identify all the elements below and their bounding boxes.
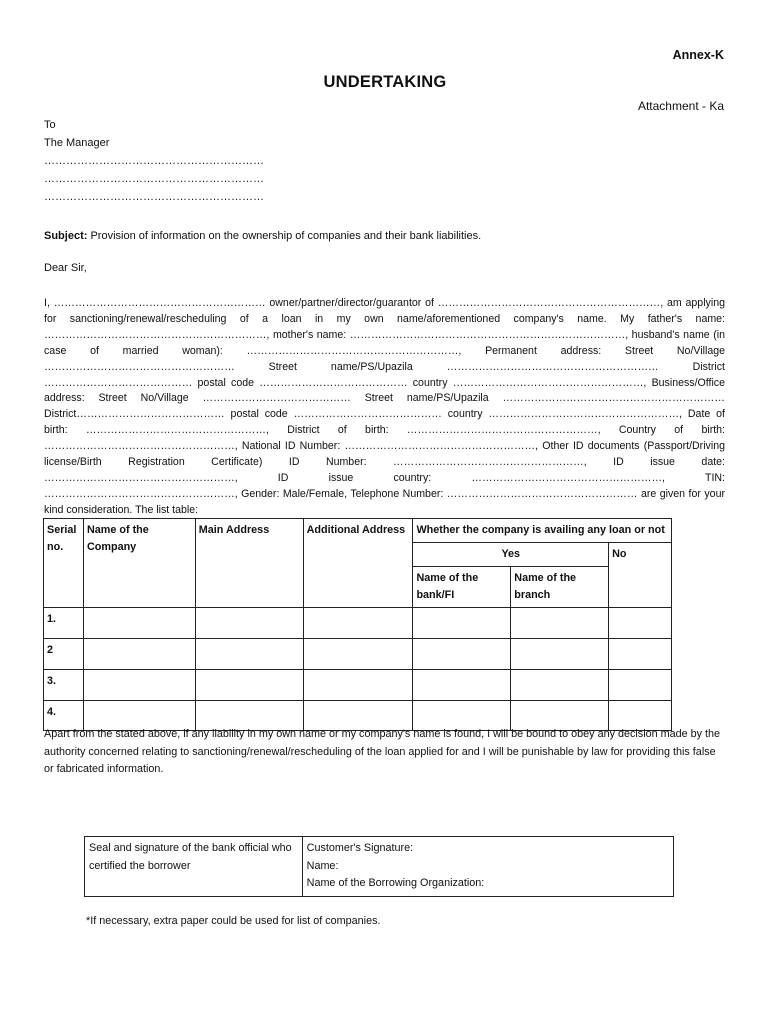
header-additional-address: Additional Address	[303, 519, 413, 608]
undertaking-body: I, …………………………………………………… owner/partner/director/guarantor of ………………………………………………………, am applying for sanctioning/renewal/rescheduling of a loan in my own name/aforementioned company's name. My father's name: ………………………………………………………, mother's name: ……………………………………………………………………, husband's name (in case of married woman): ……………………………………………………, Permanent address: Street No/Village ……………………………………………… Street name/PS/Upazila …………………………………………………… District …………………………………… postal code …………………………………… country ………………………………………………, Business/Office address: Street No/Village …………………………………… Street name/PS/Upazila ……………………………………………………… District…………………………………… postal code …………………………………… country ………………………………………………, Date of birth: ……………………………………………, District of birth: ………………………………………………, Country of birth: ………………………………………………, National ID Number: ………………………………………………, Other ID documents (Passport/Driving license/Birth Registration Certificate) ID Number: ………………………………………………, ID issue date: ………………………………………………, ID issue country: ………………………………………………, TIN: ………………………………………………, Gender: Male/Female, Telephone Number: ……………………………………………… are given for your kind consideration. The list table:	[44, 297, 725, 516]
table-row	[44, 670, 672, 701]
row-serial: 4.	[44, 701, 84, 731]
annex-label: Annex-K	[672, 48, 724, 62]
header-bank-name: Name of the bank/FI	[413, 567, 511, 608]
header-main-address: Main Address	[195, 519, 303, 608]
subject-text: Provision of information on the ownership of companies and their bank liabilities.	[87, 230, 482, 242]
address-blank-1: ……………………………………………………	[44, 155, 264, 167]
manager-line: The Manager	[44, 137, 110, 149]
customer-signature-cell	[302, 837, 673, 897]
customer-name-label: Name:	[306, 859, 339, 872]
header-serial: Serial no.	[44, 519, 84, 608]
header-no: No	[609, 543, 672, 608]
signature-table	[84, 836, 674, 897]
to-line: To	[44, 119, 56, 131]
recipient-address	[44, 116, 264, 206]
document-title: UNDERTAKING	[323, 73, 447, 91]
company-list-table	[43, 518, 672, 731]
attachment-label: Attachment - Ka	[637, 99, 724, 113]
row-serial: 3.	[44, 670, 84, 701]
header-loan-question: Whether the company is availing any loan or not	[413, 519, 672, 543]
table-row	[44, 639, 672, 670]
subject-label: Subject:	[44, 230, 88, 242]
address-blank-3: ……………………………………………………	[44, 191, 264, 203]
address-blank-2: ……………………………………………………	[44, 173, 264, 185]
row-serial: 2	[44, 639, 84, 670]
subject-line	[44, 230, 481, 242]
customer-signature-label: Customer's Signature:	[306, 842, 414, 854]
table-row	[44, 608, 672, 639]
bank-official-seal-cell: Seal and signature of the bank official who certified the borrower	[85, 837, 303, 897]
row-serial: 1.	[44, 608, 84, 639]
declaration-paragraph: Apart from the stated above, if any liability in my own name or my company's name is found, I will be bound to obey any decision made by the authority concerned relating to sanctioning/renewal/rescheduling of the loan applied for and I will be punishable by law for providing this false or fabricated information.	[44, 728, 721, 775]
header-yes: Yes	[413, 543, 609, 567]
footnote: *If necessary, extra paper could be used for list of companies.	[86, 915, 381, 927]
salutation: Dear Sir,	[44, 262, 87, 274]
organization-name-label: Name of the Borrowing Organization:	[306, 877, 485, 889]
header-branch-name: Name of the branch	[511, 567, 609, 608]
header-company-name: Name of the Company	[83, 519, 195, 608]
